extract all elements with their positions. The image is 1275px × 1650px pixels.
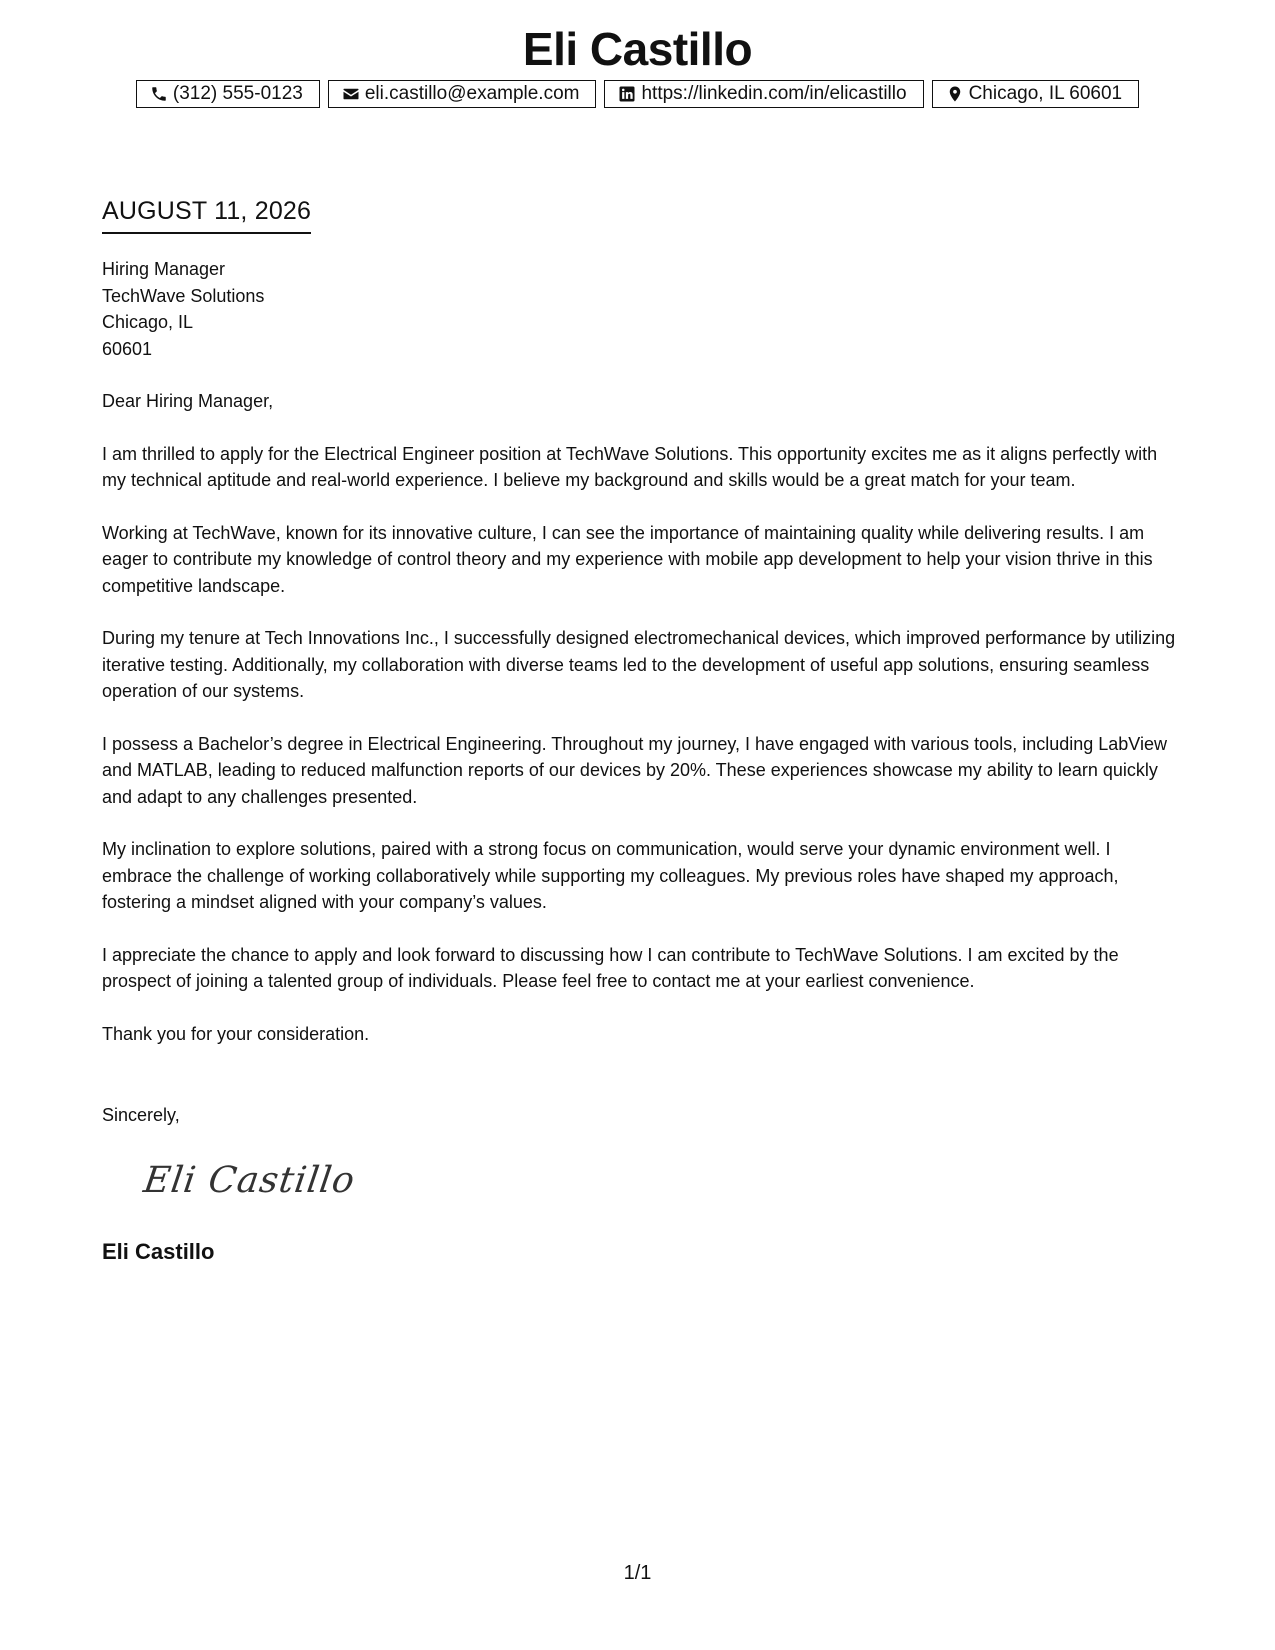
body-paragraph: I am thrilled to apply for the Electrical Engineer position at TechWave Solutions. This opportunity excites me as it aligns perfectly with my technical aptitude and real-world experience. I believe my background and skills would be a great match for your team.	[102, 443, 1158, 490]
body-paragraph: I appreciate the chance to apply and look forward to discussing how I can contribute to TechWave Solutions. I am excited by the prospect of joining a talented group of individuals. Please feel free to contact me at your earliest convenience.	[102, 944, 1119, 991]
closing-line: Sincerely,	[102, 1105, 180, 1125]
envelope-icon	[341, 84, 361, 104]
handwritten-signature: Eli Castillo	[141, 1160, 358, 1201]
email-text: eli.castillo@example.com	[364, 83, 580, 104]
recipient-line: TechWave Solutions	[102, 285, 265, 306]
signer-name: Eli Castillo	[102, 1239, 215, 1264]
linkedin-text: https://linkedin.com/in/elicastillo	[641, 83, 907, 104]
recipient-address	[102, 256, 1182, 362]
body-paragraph: I possess a Bachelor’s degree in Electrical Engineering. Throughout my journey, I have engaged with various tools, including LabView and MATLAB, leading to reduced malfunction reports of our devices by 20%. These experiences showcase my ability to learn quickly and adapt to any challenges presented.	[102, 733, 1167, 807]
page-number: 1/1	[623, 1562, 652, 1584]
phone-icon	[149, 84, 169, 104]
recipient-line: Hiring Manager	[102, 259, 226, 279]
location-text: Chicago, IL 60601	[968, 83, 1123, 104]
contact-email[interactable]	[328, 80, 597, 108]
letter-body	[102, 256, 1182, 1047]
contact-linkedin[interactable]	[604, 80, 923, 108]
recipient-line: 60601	[102, 338, 153, 359]
phone-text: (312) 555-0123	[172, 83, 303, 104]
contact-bar	[0, 80, 1275, 108]
map-marker-icon	[945, 84, 965, 104]
contact-location[interactable]	[932, 80, 1140, 108]
page-title: Eli Castillo	[522, 23, 753, 75]
letter-date: AUGUST 11, 2026	[102, 196, 311, 234]
recipient-line: Chicago, IL	[102, 312, 194, 332]
contact-phone[interactable]	[136, 80, 320, 108]
body-paragraph: During my tenure at Tech Innovations Inc., I successfully designed electromechanical devices, which improved performance by utilizing iterative testing. Additionally, my collaboration with diverse teams led to the development of useful app solutions, ensuring seamless operation of our systems.	[102, 628, 1176, 701]
body-paragraph: My inclination to explore solutions, paired with a strong focus on communication, would serve your dynamic environment well. I embrace the challenge of working collaboratively while supporting my colleagues. My previous roles have shaped my approach, fostering a mindset aligned with your company’s values.	[102, 839, 1119, 912]
salutation: Dear Hiring Manager,	[102, 391, 274, 411]
body-paragraph: Working at TechWave, known for its innovative culture, I can see the importance of maintaining quality while delivering results. I am eager to contribute my knowledge of control theory and my experience with mobile app development to help your vision thrive in this competitive landscape.	[102, 522, 1153, 596]
thank-you-line: Thank you for your consideration.	[102, 1023, 370, 1044]
linkedin-icon	[617, 84, 637, 104]
